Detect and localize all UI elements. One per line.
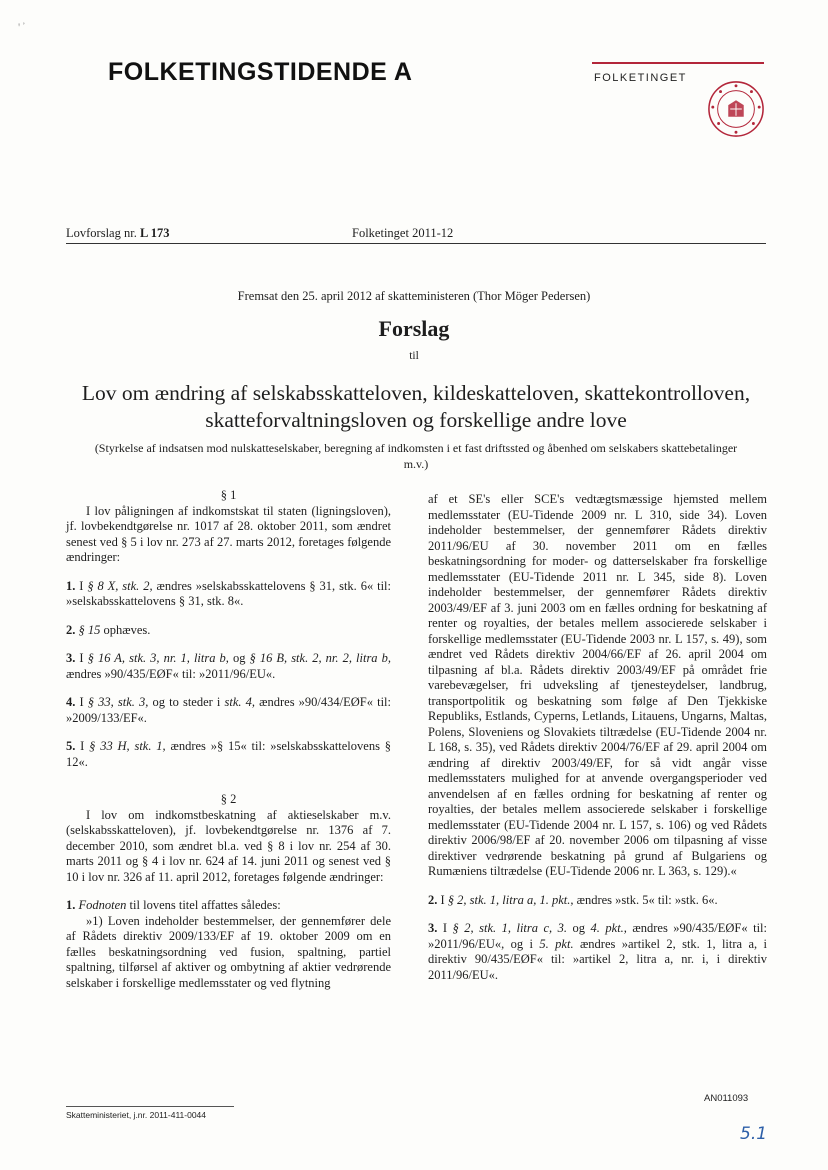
law-subtitle: (Styrkelse af indsatsen mod nulskatteselskaber, beregning af indkomsten i et fast driftssted og åbenhed om selskabers skattebetalinger m.v.) <box>94 441 738 471</box>
section-2-heading: § 2 <box>220 792 237 806</box>
ministry-reference: Skatteministeriet, j.nr. 2011-411-0044 <box>66 1110 207 1120</box>
section-1-heading: § 1 <box>220 488 237 502</box>
amendment-item: 5. I § 33 H, stk. 1, ændres »§ 15« til: »selskabsskattelovens § 12«. <box>66 739 392 769</box>
bill-prefix: Lovforslag nr. <box>66 226 137 240</box>
scan-marks: ' ̕ <box>18 20 24 34</box>
section-2-intro: I lov om indkomstbeskatning af aktieselskaber m.v. (selskabsskatteloven), jf. lovbekendtgørelse nr. 1376 af 7. december 2010, som ændret bl.a. ved § 8 i lov nr. 254 af 30. marts 2011 og § 4 i lov nr. 624 af 14. juni 2011 og senest ved § 10 i lov nr. 326 af 11. april 2012, foretages følgende ændringer: <box>66 807 391 884</box>
right-column <box>428 492 767 983</box>
bill-id: L 173 <box>139 226 170 240</box>
parliament-rule <box>592 62 764 64</box>
submission-line: Fremsat den 25. april 2012 af skatteministeren (Thor Möger Pedersen) <box>237 289 591 303</box>
law-title <box>66 380 766 434</box>
left-column <box>66 488 391 991</box>
handwritten-annotation: 5.1 <box>740 1124 768 1144</box>
amendment-item: 3. I § 2, stk. 1, litra c, 3. og 4. pkt., ændres »90/435/EØF« til: »2011/96/EU«, og i 5. pkt. ændres »artikel 2, stk. 1, litra a, i direktiv 90/435/EØF« til: »artikel 2, litra a, nr. i, i direktiv 2011/96/EU«. <box>428 921 767 982</box>
publication-title: FOLKETINGSTIDENDE A <box>108 58 413 86</box>
law-title-line2: skatteforvaltningsloven og forskellige andre love <box>205 408 627 432</box>
header-divider <box>66 243 766 244</box>
section-1-intro: I lov påligningen af indkomstskat til staten (ligningsloven), jf. lovbekendtgørelse nr. 1017 af 28. oktober 2011, som ændret senest ved § 5 i lov nr. 273 af 27. marts 2012, foretages følgende ændringer: <box>66 503 391 564</box>
footnote-divider <box>66 1106 234 1107</box>
footnote-quote: »1) Loven indeholder bestemmelser, der gennemfører dele af Rådets direktiv 2009/133/EF af 19. oktober 2009 om en fælles beskatningsordning ved fusion, spaltning, partiel spaltning, tilførsel af aktiver og ombytning af aktier vedrørende selskaber i forskellige medlemsstater og ved flytning <box>66 913 391 990</box>
amendment-item: 1. Fodnoten til lovens titel affattes således: <box>66 898 281 912</box>
parliament-label: FOLKETINGET <box>594 72 687 84</box>
amendment-item: 1. I § 8 X, stk. 2, ændres »selskabsskattelovens § 31, stk. 6« til: »selskabsskattelovens § 31, stk. 8«. <box>66 578 391 608</box>
amendment-item: 2. § 15 ophæves. <box>66 622 151 637</box>
document-heading: Forslag <box>378 316 450 341</box>
bill-number <box>66 226 169 241</box>
amendment-item: 2. I § 2, stk. 1, litra a, 1. pkt., ændres »stk. 5« til: »stk. 6«. <box>428 892 718 907</box>
document-number: AN011093 <box>704 1093 749 1104</box>
folketinget-seal-icon <box>707 80 765 138</box>
session-label: Folketinget 2011-12 <box>352 226 454 240</box>
amendment-item: 3. I § 16 A, stk. 3, nr. 1, litra b, og § 16 B, stk. 2, nr. 2, litra b, ændres »90/435/EØF« til: »2011/96/EU«. <box>66 651 391 681</box>
law-title-line1: Lov om ændring af selskabsskatteloven, kildeskatteloven, skattekontrolloven, <box>81 381 751 405</box>
heading-til: til <box>409 350 419 362</box>
amendment-item: 4. I § 33, stk. 3, og to steder i stk. 4, ændres »90/434/EØF« til: »2009/133/EF«. <box>66 695 391 725</box>
footnote-quote-continued: af et SE's eller SCE's vedtægtsmæssige hjemsted mellem medlemsstater (EU-Tidende 2009 nr. L 310, side 34). Loven indeholder bestemmelser, der gennemfører Rådets direktiv 2011/96/EU af 30. november 2011 om en fælles beskatningsordning for moder- og datterselskaber fra forskellige medlemsstater (EU-Tidende 2011 nr. L 345, side 8). Loven indeholder bestemmelser, der gennemfører Rådets direktiv 2003/49/EF af 3. juni 2003 om en fælles ordning for beskatning af renter og royalties, der betales mellem associerede selskaber i forskellige medlemsstater (EU-Tidende 2003 nr. L 157, s. 49), som ændret ved Rådets direktiv 2004/66/EF af 26. april 2004 om tilpasning af bl.a. Rådets direktiv 2003/49/EF på området frie varebevægelser, fri udveksling af tjenesteydelser, landbrug, transportpolitik og beskatning som følge af Den Tjekkiske Republiks, Estlands, Cyperns, Letlands, Litauens, Ungarns, Maltas, Polens, Sloveniens og Slovakiets tiltrædelse (EU-Tidende 2004 nr. L 168, s. 35), ved Rådets direktiv 2004/76/EF af 29. april 2004 om ændring af direktiv 2003/49/EF, for så vidt angår visse medlemsstaters mulighed for at anvende overgangsperioder ved anvendelsen af en fælles ordning for beskatning af renter og royalties, der betales mellem associerede selskaber i forskellige medlemsstater (EU-Tidende 2004 nr. L 157, s. 106) og ved Rådets direktiv 2006/98/EF af 20. november 2006 om tilpasning af visse direktiver vedrørende beskatning på grund af Bulgariens og Rumæniens tiltrædelse (EU-Tidende 2006 nr. L 363, s. 129).« <box>428 492 767 878</box>
